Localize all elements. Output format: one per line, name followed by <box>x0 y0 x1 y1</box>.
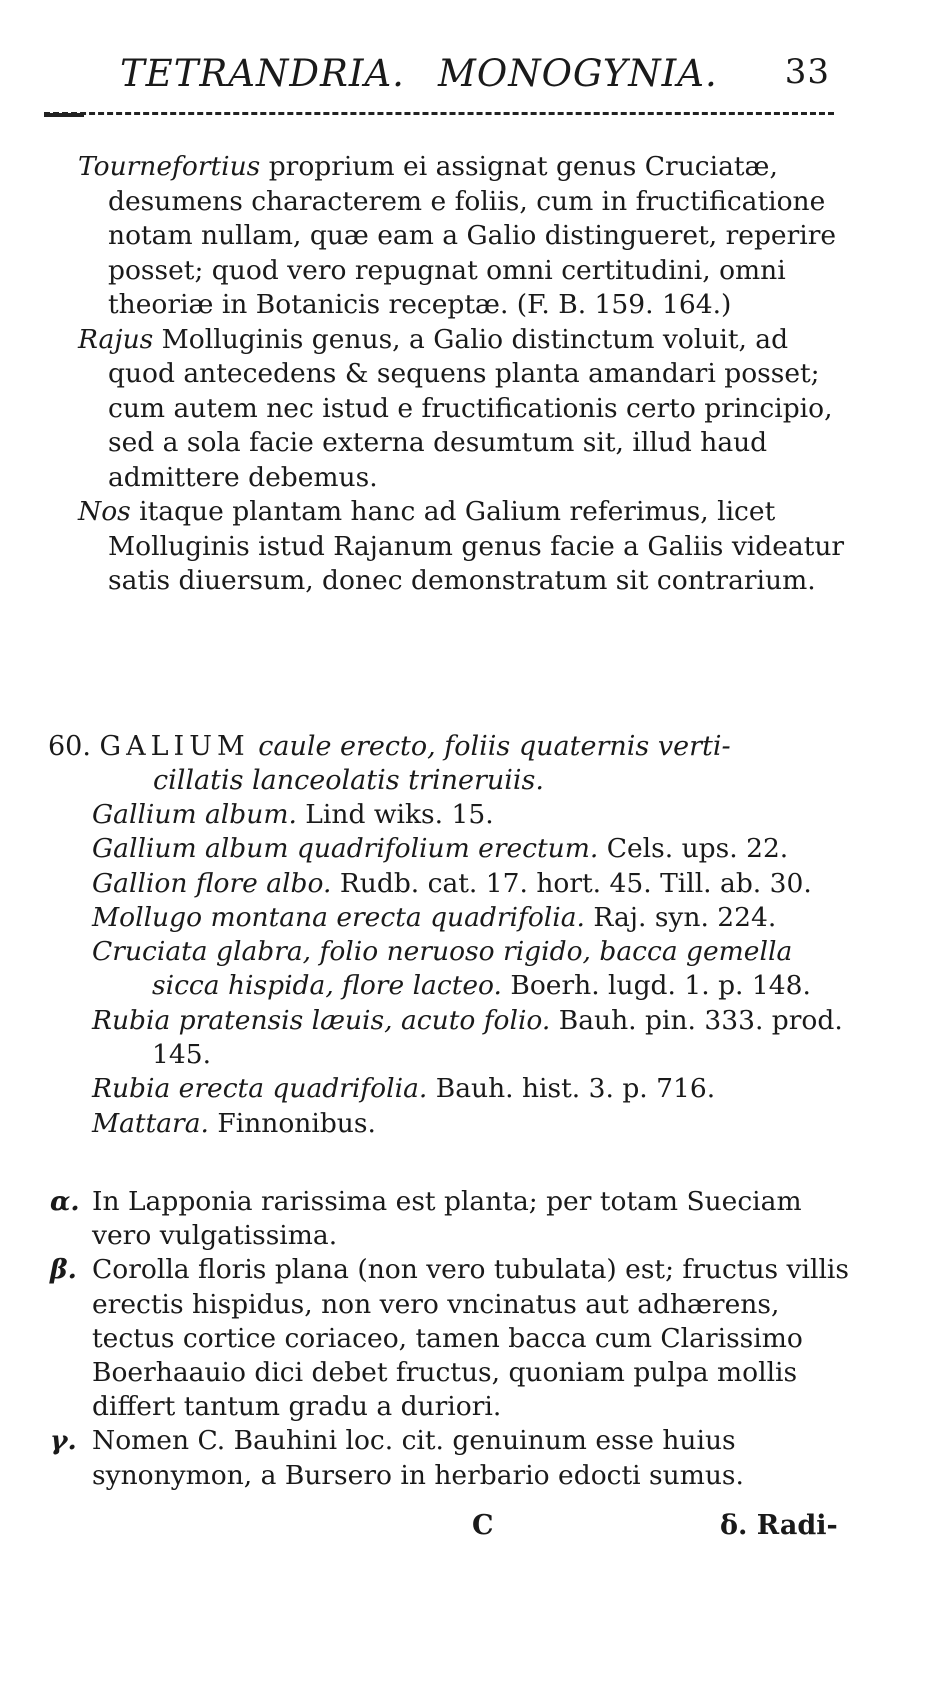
paragraph-nos <box>78 495 848 599</box>
note-marker: β. <box>50 1254 77 1286</box>
species-number: 60. <box>48 731 91 762</box>
paragraph-text: Molluginis genus, a Galio distinctum voluit, ad quod antecedens & sequens planta amandari posset; cum autem nec istud e fructificationis certo principio, sed a sola facie externa desumtum sit, illud haud admittere debemus. <box>108 323 833 493</box>
species-diagnosis-line1: caule erecto, foliis quaternis verti- <box>258 731 731 762</box>
synonym-ref: Bauh. hist. 3. p. 716. <box>427 1073 716 1105</box>
note-alpha <box>50 1185 850 1253</box>
intro-paragraphs <box>78 150 848 599</box>
synonym-name: Cruciata glabra, folio neruoso rigido, bacca gemella sicca hispida, flore lacteo. <box>92 936 793 1002</box>
synonym-list <box>92 798 852 1141</box>
synonym-entry <box>92 1004 852 1073</box>
paragraph-text: proprium ei assignat genus Cruciatæ, desumens characterem e foliis, cum in fructificatione notam nullam, quæ eam a Galio distingueret, reperire posset; quod vero repugnat omni certitudini, omni theoriæ in Botanicis receptæ. (F. B. 159. 164.) <box>108 151 837 320</box>
note-marker: α. <box>50 1186 80 1217</box>
running-header <box>120 52 840 102</box>
synonym-name: Rubia erecta quadrifolia. <box>92 1073 428 1105</box>
synonym-name: Mattara. <box>92 1107 209 1139</box>
note-marker: γ. <box>50 1425 77 1457</box>
paragraph-lead: Rajus <box>78 323 154 355</box>
synonym-name: Gallion flore albo. <box>92 867 332 899</box>
header-rule <box>44 112 834 115</box>
synonym-entry <box>92 867 852 901</box>
synonym-ref: Rudb. cat. 17. hort. 45. Till. ab. 30. <box>331 867 812 899</box>
note-text: Corolla floris plana (non vero tubulata) est; fructus villis erectis hispidus, non vero vncinatus aut adhærens, tectus cortice coriaceo, tamen bacca cum Clarissimo Boerhaauio dici debet fructus, quoniam pulpa mollis differt tantum gradu a duriori. <box>92 1254 850 1423</box>
synonym-name: Gallium album. <box>92 799 297 830</box>
synonym-ref: Lind wiks. 15. <box>296 799 494 830</box>
note-gamma <box>50 1424 850 1492</box>
signature-mark: C <box>472 1510 494 1541</box>
species-heading <box>48 730 848 798</box>
synonym-entry <box>92 1107 852 1141</box>
synonym-ref: Cels. ups. 22. <box>598 833 789 865</box>
synonym-ref: Raj. syn. 224. <box>584 901 777 933</box>
note-beta <box>50 1253 850 1424</box>
note-text: In Lapponia rarissima est planta; per totam Sueciam vero vulgatissima. <box>92 1186 802 1252</box>
synonym-ref: Boerh. lugd. 1. p. 148. <box>501 970 811 1002</box>
synonym-name: Rubia pratensis læuis, acuto folio. <box>92 1004 551 1036</box>
paragraph-tournefortius <box>78 150 848 323</box>
observation-notes <box>50 1185 850 1493</box>
synonym-ref: Bauh. pin. 333. prod. 145. <box>152 1004 843 1071</box>
synonym-name: Gallium album quadrifolium erectum. <box>92 833 599 865</box>
catchword: δ. Radi- <box>720 1510 838 1541</box>
species-diagnosis-line2: cillatis lanceolatis trineruiis. <box>153 765 544 796</box>
synonym-entry <box>92 901 852 935</box>
synonym-name: Mollugo montana erecta quadrifolia. <box>92 901 585 933</box>
page-footer <box>0 1510 933 1550</box>
species-genus: GALIUM <box>99 731 250 762</box>
paragraph-lead: Nos <box>78 496 131 527</box>
paragraph-text: itaque plantam hanc ad Galium referimus, licet Molluginis istud Rajanum genus facie a Galiis videatur satis diuersum, donec demonstratum sit contrarium. <box>108 496 845 596</box>
header-title-right: MONOGYNIA. <box>438 52 718 95</box>
paragraph-rajus <box>78 323 848 496</box>
paragraph-lead: Tournefortius <box>78 151 261 182</box>
synonym-entry <box>92 935 852 1004</box>
synonym-entry <box>92 832 852 866</box>
synonym-entry <box>92 1072 852 1106</box>
page-number: 33 <box>784 52 830 92</box>
note-text: Nomen C. Bauhini loc. cit. genuinum esse huius synonymon, a Bursero in herbario edocti sumus. <box>92 1425 744 1491</box>
header-title-left: TETRANDRIA. <box>120 52 405 95</box>
synonym-entry <box>92 798 852 832</box>
synonym-ref: Finnonibus. <box>208 1107 376 1139</box>
